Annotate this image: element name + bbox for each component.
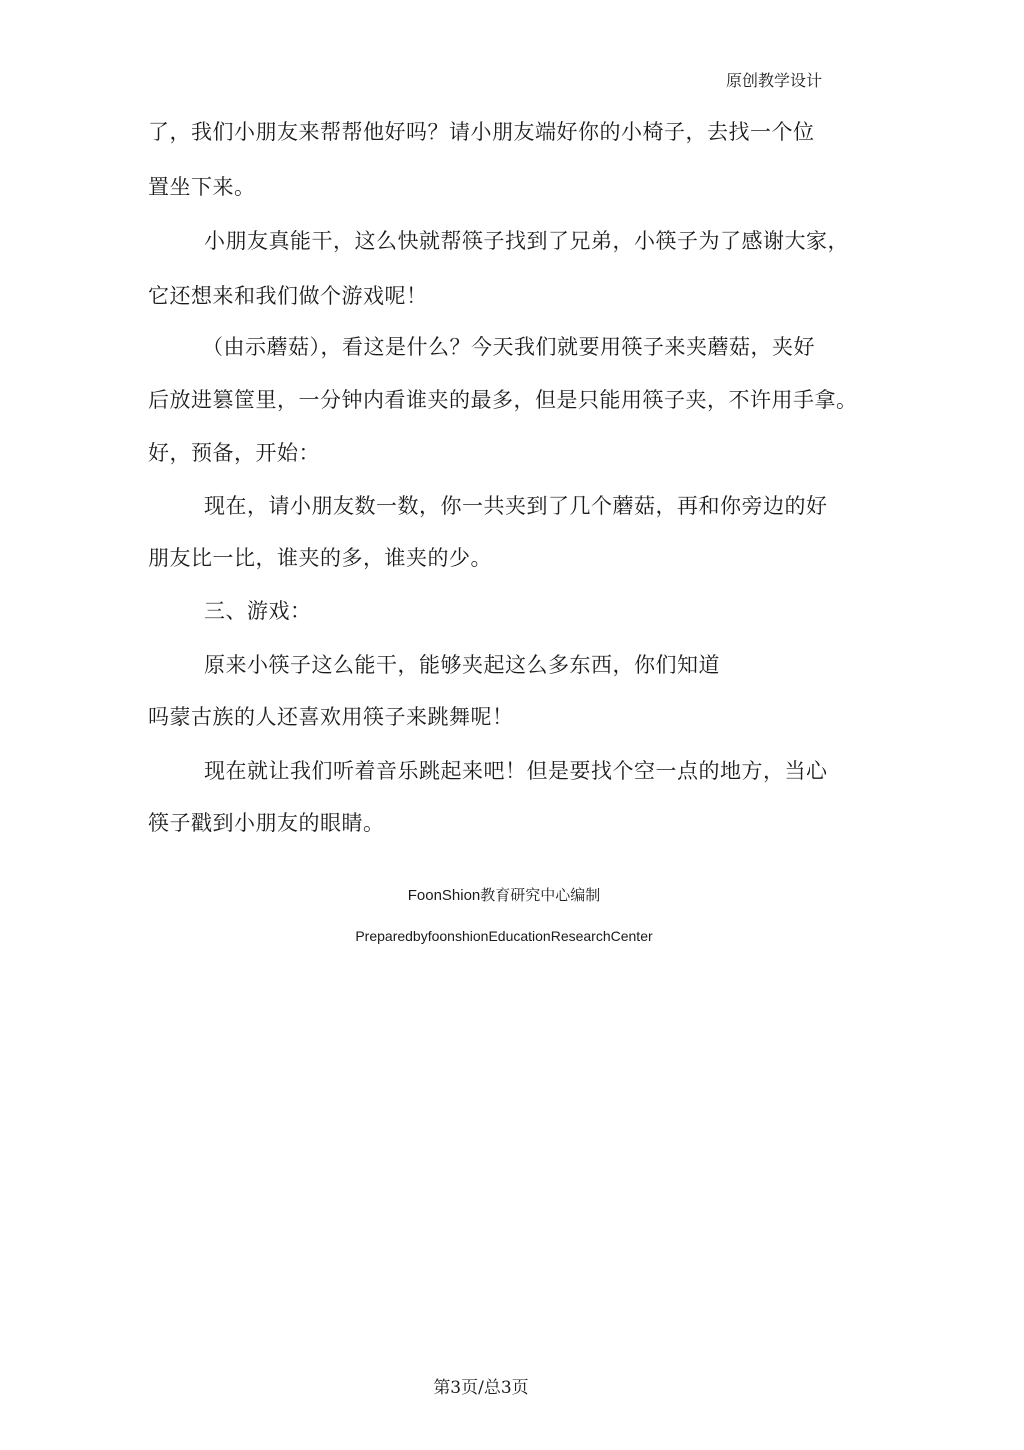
paragraph-line: 朋友比一比，谁夹的多，谁夹的少。 [148,546,492,570]
paragraph-line: 好，预备，开始： [148,441,320,465]
paragraph-line: 它还想来和我们做个游戏呢！ [148,284,428,308]
paragraph-line: 原来小筷子这么能干，能够夹起这么多东西，你们知道 [204,653,720,677]
paragraph-line: （由示蘑菇），看这是什么？今天我们就要用筷子来夹蘑菇，夹好 [202,335,815,359]
paragraph-line: 了，我们小朋友来帮帮他好吗？请小朋友端好你的小椅子，去找一个位 [148,120,815,144]
page-number: 第3页/总3页 [433,1378,529,1398]
paragraph-line: 筷子戳到小朋友的眼睛。 [148,811,385,835]
footer-org-cn: FoonShion教育研究中心编制 [407,887,601,904]
paragraph-line: 小朋友真能干，这么快就帮筷子找到了兄弟，小筷子为了感谢大家， [204,229,849,253]
document-header-label: 原创教学设计 [726,71,823,90]
paragraph-line: 后放进篡筐里，一分钟内看谁夹的最多，但是只能用筷子夹，不许用手拿。 [148,388,858,412]
footer-org-en: PreparedbyfoonshionEducationResearchCenter [355,928,653,944]
paragraph-line: 现在，请小朋友数一数，你一共夹到了几个蘑菇，再和你旁边的好 [204,494,828,518]
paragraph-line: 吗蒙古族的人还喜欢用筷子来跳舞呢！ [148,705,514,729]
paragraph-line: 置坐下来。 [148,175,256,199]
section-heading: 三、游戏： [204,599,312,623]
paragraph-line: 现在就让我们听着音乐跳起来吧！但是要找个空一点的地方，当心 [204,759,828,783]
